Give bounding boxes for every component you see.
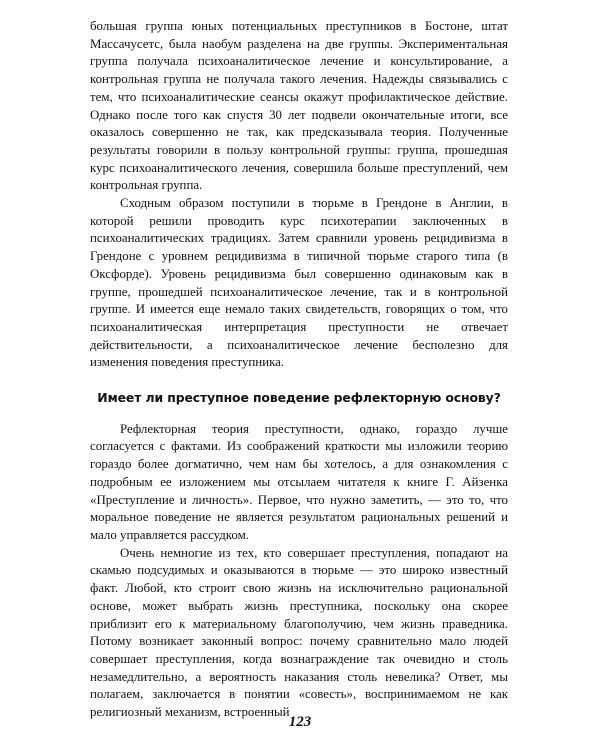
page-body	[90, 18, 508, 722]
page-number: 123	[288, 714, 312, 730]
paragraph: Очень немногие из тех, кто совершает преступления, попадают на скамью подсудимых и оказываются в тюрьме — это широко известный факт. Любой, кто строит свою жизнь на исключительно рациональной основе, может выбрать жизнь преступника, поскольку она скорее приблизит его к материальному благополучию, чем жизнь праведника. Потому возникает законный вопрос: почему сравнительно мало людей совершает преступления, когда вознаграждение так очевидно и столь незамедлительно, а вероятность наказания столь невелика? Ответ, мы полагаем, заключается в понятии «совесть», воспринимаемом не как религиозный механизм, встроенный	[90, 545, 508, 720]
paragraph: Рефлекторная теория преступности, однако, гораздо лучше согласуется с фактами. Из соображений краткости мы изложили теорию гораздо более догматично, чем нам бы хотелось, а для ознакомления с подробным ее изложением мы отсылаем читателя к книге Г. Айзенка «Преступление и личность». Первое, что нужно заметить, — это то, что моральное поведение не является результатом рациональных решений и мало управляется рассудком.	[90, 421, 508, 542]
paragraph: Сходным образом поступили в тюрьме в Грендоне в Англии, в которой решили проводить курс психотерапии заключенных в психоаналитических традициях. Затем сравнили уровень рецидивизма в Грендоне с уровнем рецидивизма в типичной тюрьме старого типа (в Оксфорде). Уровень рецидивизма был совершенно одинаковым как в группе, прошедшей психоаналитическое лечение, так и в контрольной группе. И имеется еще немало таких свидетельств, говорящих о том, что психоаналитическая интерпретация преступности не отвечает действительности, а психоаналитическое лечение бесполезно для изменения поведения преступника.	[90, 196, 508, 370]
paragraph: большая группа юных потенциальных преступников в Бостоне, штат Массачусетс, была наобум разделена на две группы. Экспериментальная группа получала психоаналитическое лечение и консультирование, а контрольная группа не получала такого лечения. Надежды связывались с тем, что психоаналитические сеансы окажут профилактическое действие. Однако после того как спустя 30 лет подвели окончательные итоги, все оказалось совершенно не так, как предсказывала теория. Полученные результаты говорили в пользу контрольной группы: группа, прошедшая курс психоаналитического лечения, совершила больше преступлений, чем контрольная группа.	[90, 19, 508, 193]
section-heading: Имеет ли преступное поведение рефлекторную основу?	[97, 390, 501, 406]
